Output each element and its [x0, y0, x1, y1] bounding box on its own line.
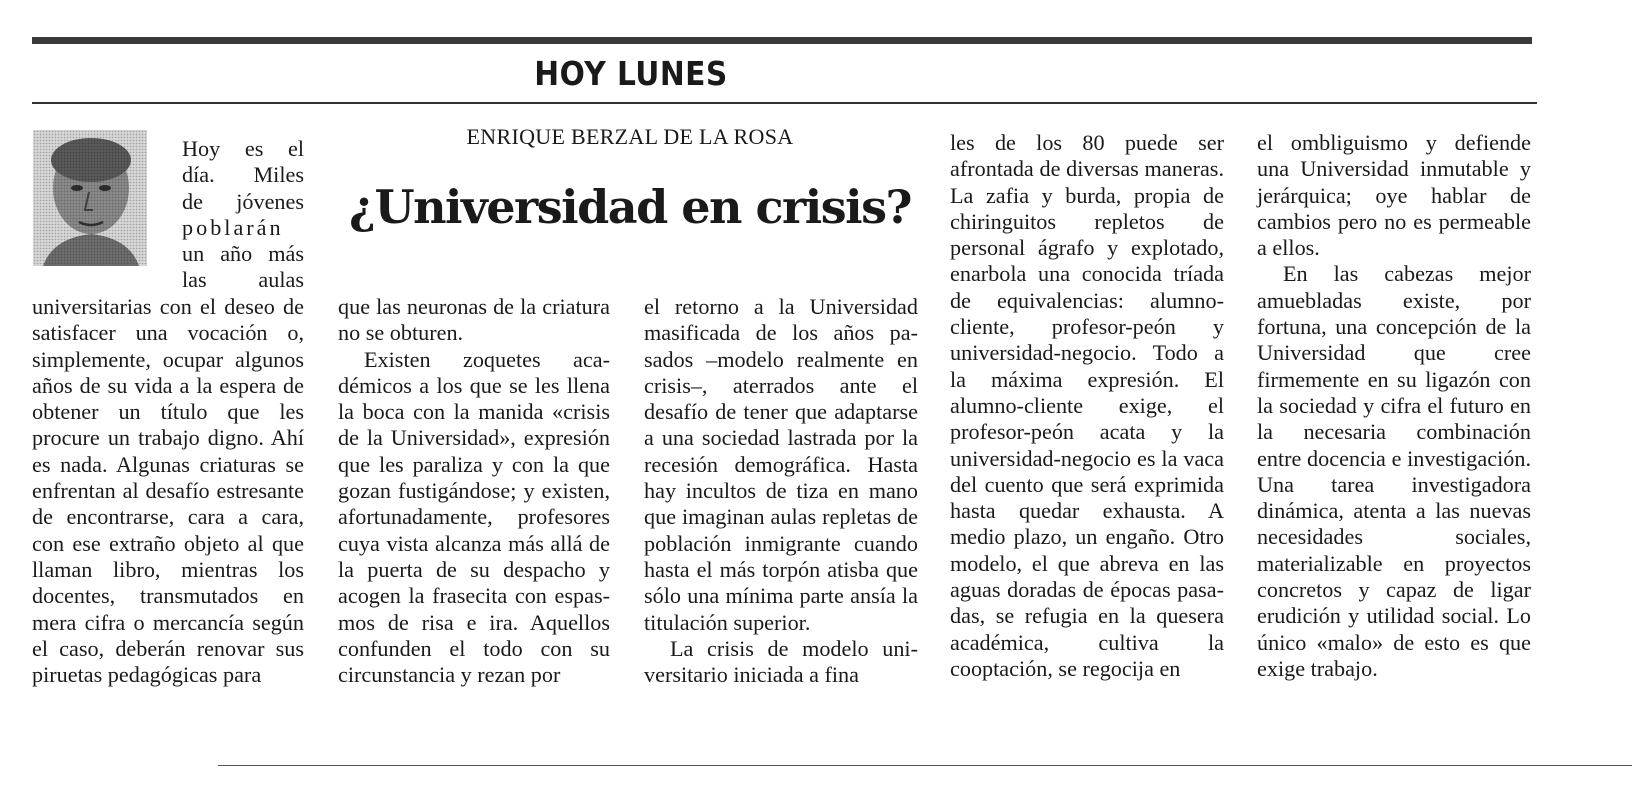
intro-line: de jóvenes [182, 188, 304, 214]
paragraph: La crisis de modelo universitario iniciada a fina [644, 635, 918, 688]
paragraph: Existen zoquetes académicos a los que se les llena la boca con la manida «crisis de la Universidad», expresión que les paraliza y con la que gozan fustigándose; y existen, afortunadamente, profesores cuya vista alcanza más allá de la puerta de su despacho y acogen la frasecita con espasmos de risa e ira. Aquellos confunden el todo con su circunstancia y rezan por [338, 346, 610, 688]
intro-line: un año más [182, 241, 304, 267]
column-5 [1257, 130, 1531, 682]
section-rule [32, 102, 1537, 104]
author-photo [33, 130, 147, 266]
article-headline: ¿Universidad en crisis? [349, 180, 911, 234]
intro-text [182, 136, 304, 294]
column-3 [644, 294, 918, 688]
top-rule [32, 37, 1532, 44]
paragraph: les de los 80 puede ser afrontada de diversas maneras. La zafia y burda, propia de chiringuitos repletos de personal ágrafo y explotado, enarbola una conocida tríada de equivalencias: alumno-cliente, profesor-peón y universidad-negocio. Todo a la máxima expresión. El alumno-cliente exige, el profesor-peón acata y la universidad-negocio es la vaca del cuento que será exprimida hasta quedar exhausta. A medio plazo, un engaño. Otro modelo, el que abreva en las aguas doradas de épocas pasadas, se refugia en la quesera académica, cultiva la cooptación, se regocija en [950, 130, 1224, 681]
intro-line: día. Miles [182, 162, 304, 188]
paragraph: En las cabezas mejor amuebladas existe, por fortuna, una concepción de la Universidad que cree firmemente en su ligazón con la sociedad y cifra el futuro en la necesaria combinación entre docencia e investigación. Una tarea investigadora dinámica, atenta a las nuevas necesidades sociales, materializable en proyectos concretos y capaz de ligar erudición y utilidad social. Lo único «malo» de esto es que exige trabajo. [1257, 261, 1531, 681]
paragraph: que las neuronas de la criatura no se obturen. [338, 294, 610, 346]
section-title: HOY LUNES [534, 54, 728, 93]
author-byline: ENRIQUE BERZAL DE LA ROSA [466, 124, 794, 149]
paragraph: el retorno a la Universidad masificada de los años pasados –modelo realmente en crisis–, aterrados ante el desafío de tener que adaptarse a una sociedad lastrada por la recesión demográfica. Hasta hay incultos de tiza en mano que imaginan aulas repletas de población inmigrante cuando hasta el más torpón atisba que sólo una mínima parte ansía la titulación superior. [644, 294, 918, 635]
paragraph: el ombliguismo y defiende una Universidad inmutable y jerárquica; oye hablar de cambios pero no es permeable a ellos. [1257, 130, 1531, 261]
paragraph: universitarias con el deseo de satisfacer una vocación o, simplemente, ocupar algunos años de su vida a la espera de obtener un título que les procure un trabajo digno. Ahí es nada. Algunas criaturas se enfrentan al desafío estresante de encontrarse, cara a cara, con ese extraño objeto al que llaman libro, mientras los docentes, transmutados en mera cifra o mercancía según el caso, deberán renovar sus piruetas pedagógicas para [32, 294, 304, 688]
intro-line: Hoy es el [182, 136, 304, 161]
intro-line: las aulas [182, 267, 304, 293]
author-portrait-icon [33, 130, 147, 266]
intro-line: poblarán [182, 214, 284, 240]
column-1 [32, 294, 304, 688]
column-2 [338, 294, 610, 688]
bottom-rule [218, 765, 1632, 766]
column-4 [950, 130, 1224, 682]
